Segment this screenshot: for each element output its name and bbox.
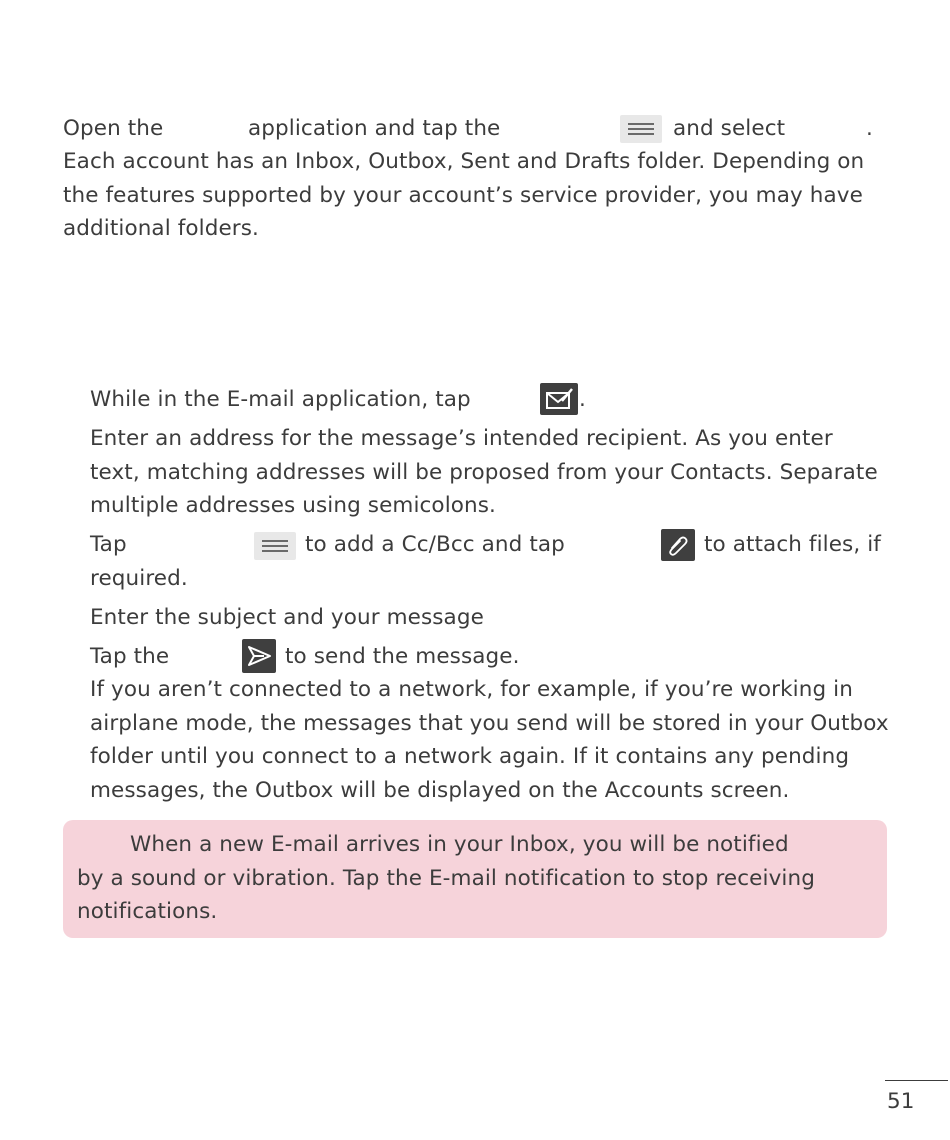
step-3-line-2: required. <box>90 566 188 591</box>
footer-divider <box>885 1080 948 1081</box>
intro-text-period: . <box>866 116 873 141</box>
intro-text-application: application and tap the <box>248 116 501 141</box>
step-3-text-tap: Tap <box>90 532 127 557</box>
intro-text-open-the: Open the <box>63 116 164 141</box>
offline-note-line-3: folder until you connect to a network again. If it contains any pending <box>90 744 850 769</box>
compose-icon <box>540 383 578 415</box>
intro-text-and-select: and select <box>673 116 786 141</box>
note-line-3: notifications. <box>77 899 218 924</box>
intro-line-2: Each account has an Inbox, Outbox, Sent and Drafts folder. Depending on <box>63 149 865 174</box>
step-2-line-2: text, matching addresses will be proposed from your Contacts. Separate <box>90 460 878 485</box>
send-icon <box>242 639 276 673</box>
page-number: 51 <box>887 1089 915 1114</box>
step-3-text-cc: to add a Cc/Bcc and tap <box>305 532 565 557</box>
intro-line-3: the features supported by your account’s service provider, you may have <box>63 183 863 208</box>
step-4-text: Enter the subject and your message <box>90 605 484 630</box>
menu-icon <box>254 532 296 560</box>
step-1-text: While in the E-mail application, tap <box>90 387 471 412</box>
step-2-line-3: multiple addresses using semicolons. <box>90 493 496 518</box>
offline-note-line-4: messages, the Outbox will be displayed on the Accounts screen. <box>90 778 790 803</box>
step-1-period: . <box>579 387 586 412</box>
menu-icon <box>620 115 662 143</box>
step-3-text-attach: to attach files, if <box>704 532 881 557</box>
step-5-text-tap-the: Tap the <box>90 644 170 669</box>
step-5-text-send: to send the message. <box>285 644 520 669</box>
step-2-line-1: Enter an address for the message’s intended recipient. As you enter <box>90 426 833 451</box>
offline-note-line-1: If you aren’t connected to a network, for example, if you’re working in <box>90 677 853 702</box>
offline-note-line-2: airplane mode, the messages that you send will be stored in your Outbox <box>90 711 889 736</box>
paperclip-icon <box>661 529 695 561</box>
note-line-2: by a sound or vibration. Tap the E-mail notification to stop receiving <box>77 866 815 891</box>
note-line-1: When a new E-mail arrives in your Inbox, you will be notified <box>130 832 789 857</box>
intro-line-4: additional folders. <box>63 216 259 241</box>
